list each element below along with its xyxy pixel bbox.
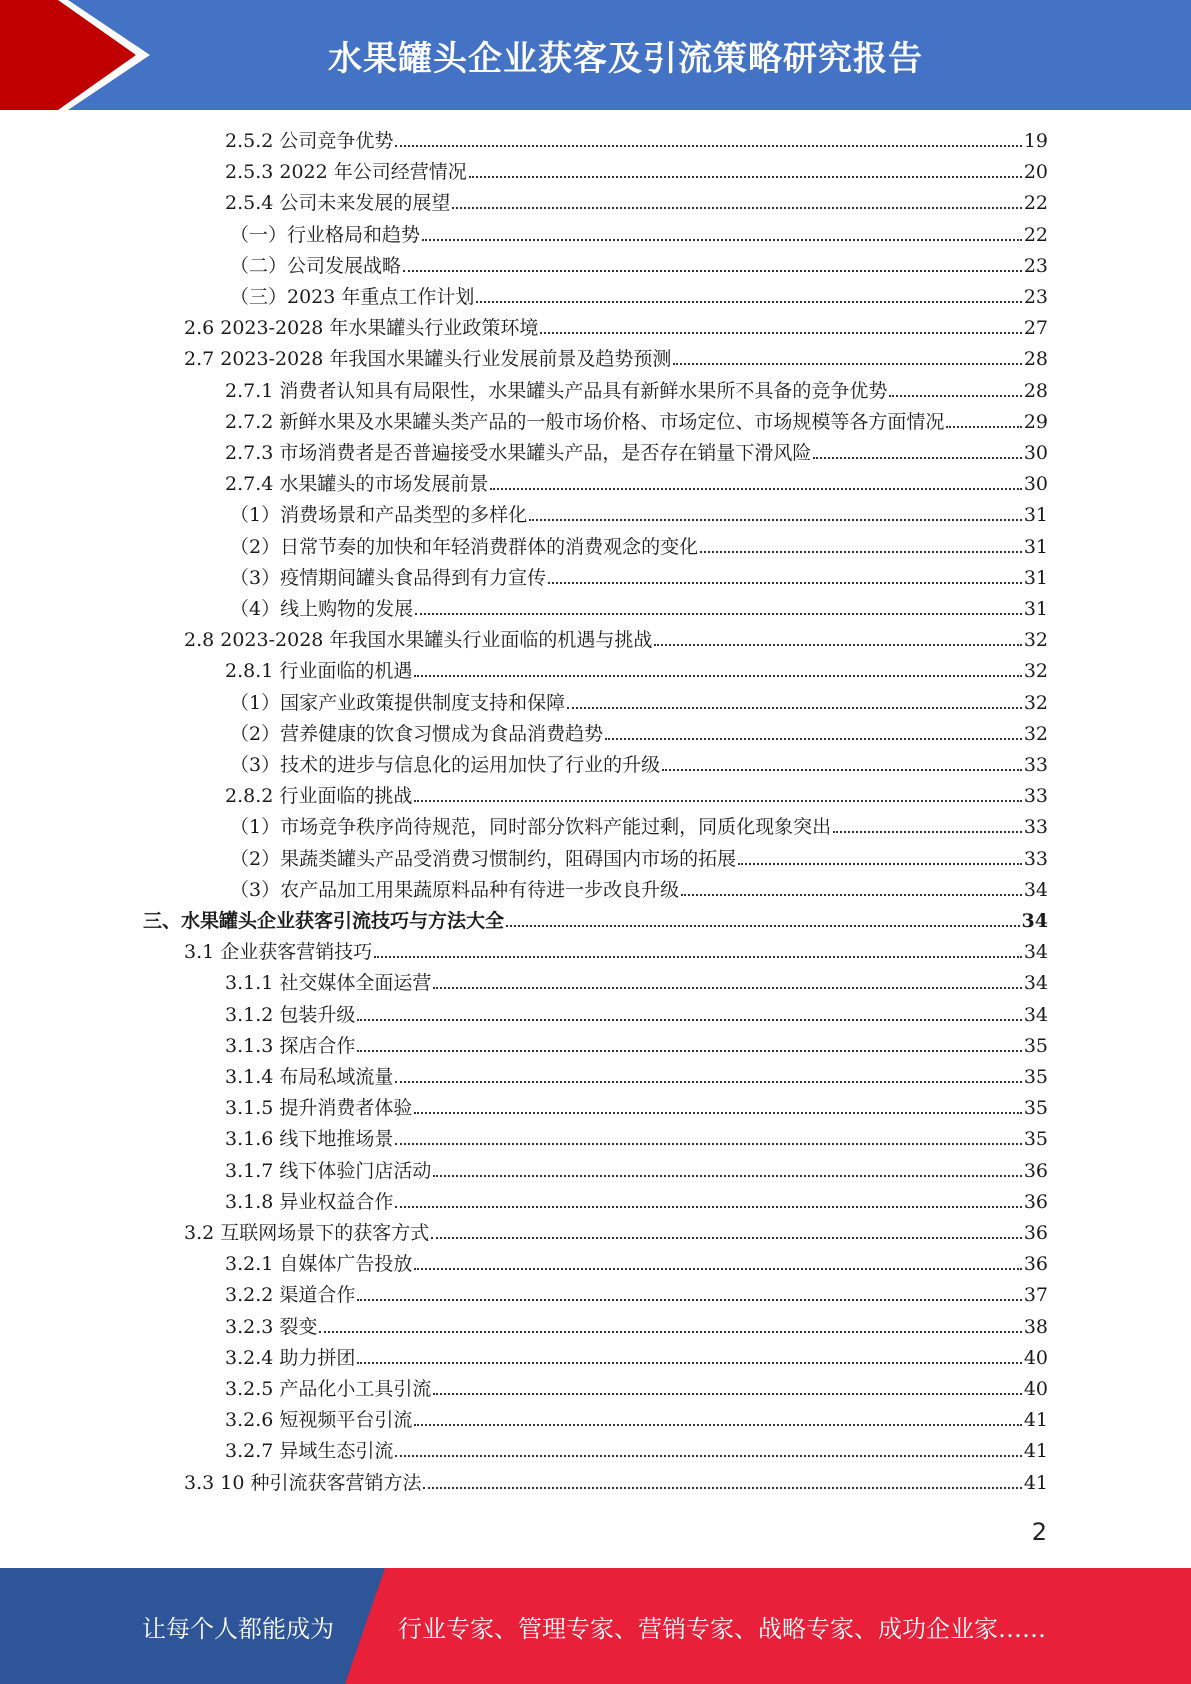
toc-entry[interactable] — [230, 595, 1048, 621]
toc-entry-page: 30 — [1023, 442, 1048, 464]
toc-entry[interactable] — [184, 314, 1048, 340]
toc-entry-label: （1）消费场景和产品类型的多样化 — [230, 504, 528, 526]
toc-entry[interactable] — [184, 345, 1048, 371]
toc-entry[interactable] — [225, 1344, 1048, 1370]
toc-entry-page: 35 — [1023, 1097, 1048, 1119]
toc-entry-page: 37 — [1023, 1284, 1048, 1306]
toc-entry[interactable] — [225, 377, 1048, 403]
toc-leader-dots — [673, 363, 1021, 365]
toc-entry[interactable] — [230, 501, 1048, 527]
toc-entry[interactable] — [184, 1469, 1048, 1495]
toc-entry-label: 3.1.6 线下地推场景 — [225, 1128, 394, 1150]
toc-leader-dots — [433, 987, 1021, 989]
toc-entry[interactable] — [230, 720, 1048, 746]
toc-entry-label: 3.1.7 线下体验门店活动 — [225, 1160, 432, 1182]
toc-entry[interactable] — [230, 813, 1048, 839]
toc-entry-label: 3.2.6 短视频平台引流 — [225, 1409, 413, 1431]
toc-entry-page: 36 — [1023, 1222, 1048, 1244]
toc-entry-label: 2.6 2023-2028 年水果罐头行业政策环境 — [184, 317, 539, 339]
toc-entry-label: 2.7.1 消费者认知具有局限性，水果罐头产品具有新鲜水果所不具备的竞争优势 — [225, 380, 888, 402]
toc-leader-dots — [395, 1081, 1021, 1083]
document-title: 水果罐头企业获客及引流策略研究报告 — [328, 38, 923, 79]
toc-entry-label: （3）技术的进步与信息化的运用加快了行业的升级 — [230, 754, 661, 776]
toc-leader-dots — [946, 426, 1021, 428]
toc-entry-label: （2）果蔬类罐头产品受消费习惯制约，阻碍国内市场的拓展 — [230, 848, 737, 870]
toc-entry-page: 35 — [1023, 1035, 1048, 1057]
toc-entry-label: 三、水果罐头企业获客引流技巧与方法大全 — [143, 910, 505, 932]
toc-entry[interactable] — [225, 1188, 1048, 1214]
toc-entry-label: （2）营养健康的饮食习惯成为食品消费趋势 — [230, 723, 604, 745]
footer-slogan-left: 让每个人都能成为 — [142, 1614, 334, 1643]
toc-entry[interactable] — [230, 876, 1048, 902]
toc-entry-label: 3.2.5 产品化小工具引流 — [225, 1378, 432, 1400]
toc-entry[interactable] — [225, 1157, 1048, 1183]
toc-entry-page: 33 — [1023, 848, 1048, 870]
toc-entry-page: 23 — [1023, 255, 1048, 277]
toc-entry-label: 3.1.3 探店合作 — [225, 1035, 356, 1057]
toc-entry-label: 3.1.4 布局私域流量 — [225, 1066, 394, 1088]
toc-entry[interactable] — [225, 1094, 1048, 1120]
toc-entry-label: （1）市场竞争秩序尚待规范，同时部分饮料产能过剩，同质化现象突出 — [230, 816, 832, 838]
toc-entry-label: 2.7.4 水果罐头的市场发展前景 — [225, 473, 489, 495]
toc-entry-page: 34 — [1023, 1004, 1048, 1026]
toc-leader-dots — [423, 1487, 1021, 1489]
toc-entry-label: 3.2.3 裂变 — [225, 1316, 318, 1338]
toc-entry[interactable] — [143, 907, 1048, 933]
toc-leader-dots — [403, 270, 1022, 272]
toc-leader-dots — [433, 1393, 1021, 1395]
toc-entry-label: 2.8 2023-2028 年我国水果罐头行业面临的机遇与挑战 — [184, 629, 653, 651]
toc-entry-page: 36 — [1023, 1191, 1048, 1213]
toc-entry-page: 31 — [1023, 504, 1048, 526]
toc-entry-page: 31 — [1023, 598, 1048, 620]
toc-entry-page: 20 — [1023, 161, 1048, 183]
toc-entry[interactable] — [225, 439, 1048, 465]
toc-leader-dots — [567, 707, 1022, 709]
toc-entry-page: 22 — [1023, 192, 1048, 214]
toc-leader-dots — [529, 519, 1022, 521]
toc-entry-page: 30 — [1023, 473, 1048, 495]
chevron-arrow-icon — [0, 0, 160, 110]
toc-leader-dots — [414, 1268, 1021, 1270]
toc-entry-label: （4）线上购物的发展 — [230, 598, 414, 620]
toc-entry-page: 31 — [1023, 536, 1048, 558]
toc-entry[interactable] — [184, 938, 1048, 964]
toc-entry-label: 2.5.2 公司竞争优势 — [225, 130, 394, 152]
toc-leader-dots — [431, 1237, 1022, 1239]
toc-entry-page: 32 — [1023, 692, 1048, 714]
toc-entry-label: 3.2.7 异域生态引流 — [225, 1440, 394, 1462]
toc-leader-dots — [889, 395, 1021, 397]
toc-entry-page: 32 — [1023, 629, 1048, 651]
toc-leader-dots — [469, 176, 1022, 178]
toc-entry[interactable] — [225, 1281, 1048, 1307]
toc-entry[interactable] — [225, 1375, 1048, 1401]
toc-entry[interactable] — [225, 470, 1048, 496]
toc-entry[interactable] — [225, 1437, 1048, 1463]
toc-entry-page: 34 — [1021, 910, 1048, 932]
toc-leader-dots — [414, 1424, 1021, 1426]
toc-entry-label: 2.7 2023-2028 年我国水果罐头行业发展前景及趋势预测 — [184, 348, 672, 370]
toc-entry-label: 3.1.8 异业权益合作 — [225, 1191, 394, 1213]
footer-banner — [0, 1568, 1191, 1684]
toc-leader-dots — [357, 1019, 1021, 1021]
page-number: 2 — [1031, 1518, 1047, 1546]
footer-slogan-right: 行业专家、管理专家、营销专家、战略专家、成功企业家…… — [398, 1614, 1046, 1643]
toc-leader-dots — [700, 551, 1022, 553]
toc-entry-label: （3）农产品加工用果蔬原料品种有待进一步改良升级 — [230, 879, 680, 901]
toc-entry[interactable] — [225, 1313, 1048, 1339]
toc-leader-dots — [357, 1362, 1021, 1364]
toc-entry-label: （3）疫情期间罐头食品得到有力宣传 — [230, 567, 547, 589]
toc-leader-dots — [605, 738, 1022, 740]
toc-entry-label: 3.2.2 渠道合作 — [225, 1284, 356, 1306]
toc-entry-label: （2）日常节奏的加快和年轻消费群体的消费观念的变化 — [230, 536, 699, 558]
toc-leader-dots — [452, 207, 1021, 209]
toc-leader-dots — [654, 644, 1021, 646]
toc-entry-page: 41 — [1023, 1440, 1048, 1462]
toc-leader-dots — [548, 582, 1022, 584]
toc-entry[interactable] — [225, 1125, 1048, 1151]
toc-entry[interactable] — [230, 283, 1048, 309]
toc-entry-label: 2.5.4 公司未来发展的展望 — [225, 192, 451, 214]
toc-leader-dots — [414, 1112, 1021, 1114]
toc-entry-label: 2.8.2 行业面临的挑战 — [225, 785, 413, 807]
toc-leader-dots — [833, 831, 1022, 833]
toc-entry[interactable] — [225, 1063, 1048, 1089]
toc-entry[interactable] — [225, 127, 1048, 153]
toc-entry-page: 41 — [1023, 1472, 1048, 1494]
toc-leader-dots — [395, 1455, 1021, 1457]
toc-entry[interactable] — [225, 1032, 1048, 1058]
toc-entry-label: 3.3 10 种引流获客营销方法 — [184, 1472, 422, 1494]
toc-entry-label: 3.1.2 包装升级 — [225, 1004, 356, 1026]
toc-entry-label: （1）国家产业政策提供制度支持和保障 — [230, 692, 566, 714]
header-banner — [0, 0, 1191, 110]
toc-leader-dots — [506, 925, 1020, 927]
toc-entry-page: 28 — [1023, 348, 1048, 370]
toc-entry-page: 19 — [1023, 130, 1048, 152]
toc-leader-dots — [422, 239, 1022, 241]
toc-entry[interactable] — [230, 564, 1048, 590]
toc-entry-label: 3.1 企业获客营销技巧 — [184, 941, 373, 963]
toc-entry[interactable] — [230, 689, 1048, 715]
toc-entry-page: 23 — [1023, 286, 1048, 308]
toc-entry-page: 34 — [1023, 972, 1048, 994]
toc-entry-page: 22 — [1023, 224, 1048, 246]
toc-entry[interactable] — [184, 626, 1048, 652]
toc-leader-dots — [395, 1206, 1021, 1208]
toc-entry-page: 33 — [1023, 754, 1048, 776]
toc-entry-label: 3.1.5 提升消费者体验 — [225, 1097, 413, 1119]
toc-leader-dots — [357, 1050, 1021, 1052]
toc-entry-label: 2.5.3 2022 年公司经营情况 — [225, 161, 467, 183]
toc-entry[interactable] — [230, 751, 1048, 777]
toc-entry[interactable] — [230, 533, 1048, 559]
toc-entry-page: 33 — [1023, 816, 1048, 838]
toc-leader-dots — [319, 1331, 1021, 1333]
toc-entry-label: 3.1.1 社交媒体全面运营 — [225, 972, 432, 994]
toc-leader-dots — [395, 1143, 1021, 1145]
toc-entry-page: 32 — [1023, 723, 1048, 745]
toc-entry-page: 34 — [1023, 879, 1048, 901]
toc-entry-label: 2.7.2 新鲜水果及水果罐头类产品的一般市场价格、市场定位、市场规模等各方面情况 — [225, 411, 945, 433]
toc-entry[interactable] — [184, 1219, 1048, 1245]
toc-entry-page: 31 — [1023, 567, 1048, 589]
toc-entry-page: 41 — [1023, 1409, 1048, 1431]
toc-leader-dots — [813, 457, 1021, 459]
toc-entry-page: 40 — [1023, 1347, 1048, 1369]
toc-entry-label: （三）2023 年重点工作计划 — [230, 286, 475, 308]
toc-leader-dots — [738, 863, 1022, 865]
toc-entry[interactable] — [225, 158, 1048, 184]
toc-entry-page: 34 — [1023, 941, 1048, 963]
toc-entry-page: 29 — [1023, 411, 1048, 433]
toc-entry-label: （二）公司发展战略 — [230, 255, 402, 277]
toc-entry-page: 33 — [1023, 785, 1048, 807]
toc-entry[interactable] — [225, 1406, 1048, 1432]
toc-leader-dots — [433, 1175, 1021, 1177]
toc-leader-dots — [414, 675, 1021, 677]
toc-leader-dots — [395, 145, 1021, 147]
toc-entry-page: 28 — [1023, 380, 1048, 402]
toc-leader-dots — [357, 1299, 1021, 1301]
toc-entry[interactable] — [230, 221, 1048, 247]
toc-entry-label: 2.7.3 市场消费者是否普遍接受水果罐头产品，是否存在销量下滑风险 — [225, 442, 812, 464]
toc-entry-page: 36 — [1023, 1253, 1048, 1275]
toc-entry-label: 3.2.1 自媒体广告投放 — [225, 1253, 413, 1275]
toc-leader-dots — [374, 956, 1022, 958]
toc-entry-label: 3.2.4 助力拼团 — [225, 1347, 356, 1369]
toc-entry[interactable] — [225, 189, 1048, 215]
toc-leader-dots — [414, 800, 1021, 802]
toc-entry-label: 3.2 互联网场景下的获客方式 — [184, 1222, 430, 1244]
toc-entry[interactable] — [230, 845, 1048, 871]
toc-entry[interactable] — [225, 1001, 1048, 1027]
toc-entry-page: 35 — [1023, 1066, 1048, 1088]
toc-leader-dots — [662, 769, 1022, 771]
toc-entry-label: （一）行业格局和趋势 — [230, 224, 421, 246]
toc-leader-dots — [540, 332, 1021, 334]
toc-entry-page: 36 — [1023, 1160, 1048, 1182]
toc-entry[interactable] — [225, 1250, 1048, 1276]
toc-entry-label: 2.8.1 行业面临的机遇 — [225, 660, 413, 682]
toc-entry[interactable] — [225, 408, 1048, 434]
toc-entry[interactable] — [230, 252, 1048, 278]
toc-entry-page: 27 — [1023, 317, 1048, 339]
toc-leader-dots — [681, 894, 1022, 896]
toc-entry-page: 32 — [1023, 660, 1048, 682]
toc-leader-dots — [415, 613, 1022, 615]
toc-entry[interactable] — [225, 782, 1048, 808]
toc-leader-dots — [490, 488, 1021, 490]
toc-entry[interactable] — [225, 969, 1048, 995]
toc-entry-page: 38 — [1023, 1316, 1048, 1338]
toc-leader-dots — [476, 301, 1021, 303]
toc-entry-page: 40 — [1023, 1378, 1048, 1400]
toc-entry-page: 35 — [1023, 1128, 1048, 1150]
toc-entry[interactable] — [225, 657, 1048, 683]
